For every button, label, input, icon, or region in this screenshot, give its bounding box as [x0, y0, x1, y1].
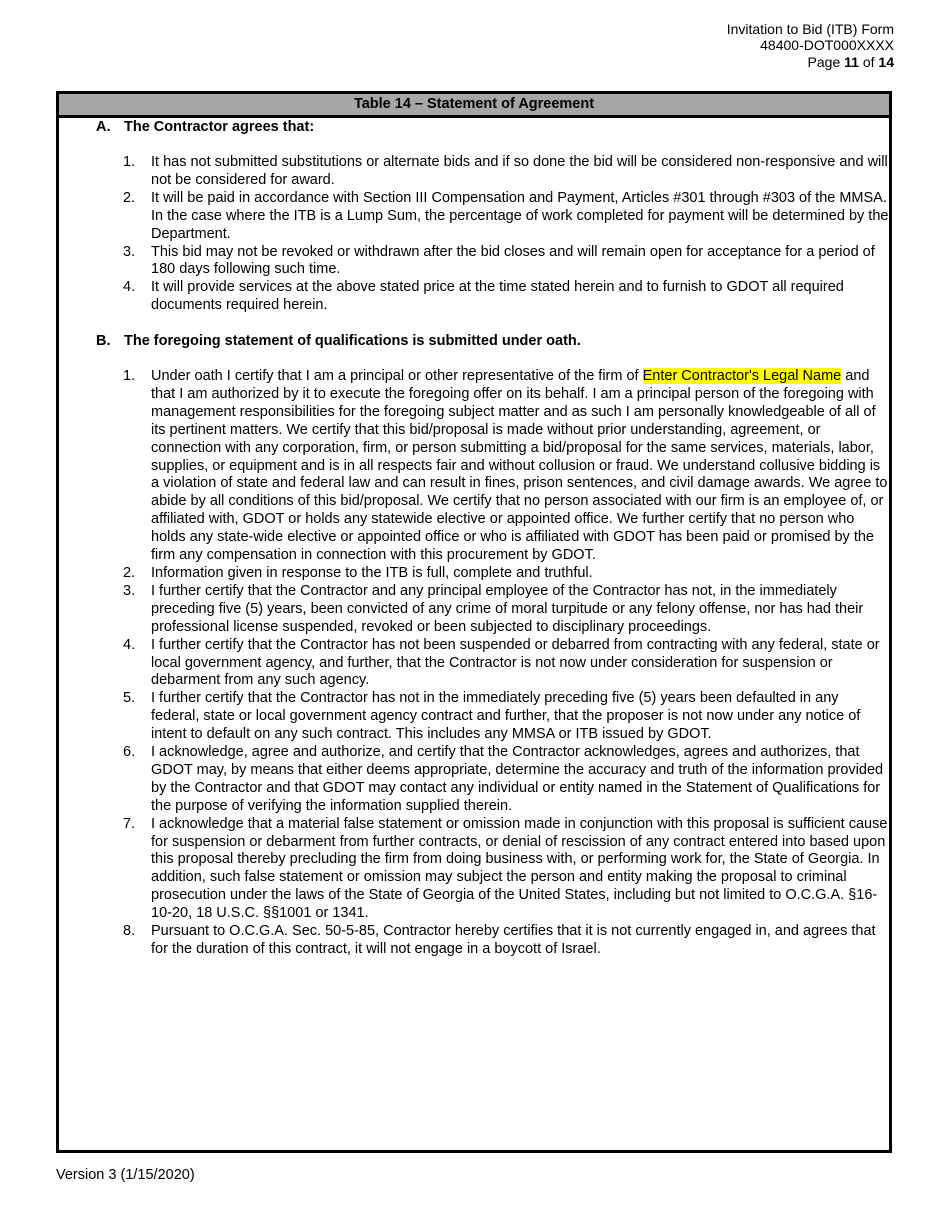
section-letter: B. [96, 333, 111, 349]
section-b-list [123, 368, 889, 959]
table-title: Table 14 – Statement of Agreement [59, 94, 889, 118]
list-item: 4. I further certify that the Contractor has not been suspended or debarred from contracting with any federal, state or local government agency, and further, that the Contractor is not now under consideration for suspension or debarment from any such agency. [123, 636, 880, 689]
list-item: 3. This bid may not be revoked or withdrawn after the bid closes and will remain open for acceptance for a period of 180 days following such time. [123, 243, 875, 278]
list-item: 4. It will provide services at the above stated price at the time stated herein and to furnish to GDOT all required documents required herein. [123, 279, 844, 314]
page-total: 14 [878, 53, 894, 70]
list-item: 2. Information given in response to the ITB is full, complete and truthful. [123, 564, 593, 581]
page-header [727, 21, 894, 70]
list-item: 6. I acknowledge, agree and authorize, and certify that the Contractor acknowledges, agrees and authorizes, that GDOT may, by means that either deems appropriate, determine the accuracy and truth of the information provided by the Contractor and that GDOT may contact any individual or entity named in the Statement of Qualifications for the purpose of verifying the information supplied therein. [123, 744, 884, 814]
list-item: 7. I acknowledge that a material false statement or omission made in conjunction with this proposal is sufficient cause for suspension or debarment from further contracts, or denial of rescission of any contract entered into based upon this proposal thereby precluding the firm from doing business with, or performing work for, the State of Georgia. In addition, such false statement or omission may subject the person and entity making the proposal to criminal prosecution under the laws of the State of Georgia of the United States, including but not limited to O.C.G.A. §16-10-20, 18 U.S.C. §§1001 or 1341. [123, 815, 888, 922]
list-item: 3. I further certify that the Contractor and any principal employee of the Contractor has not, in the immediately preceding five (5) years, been convicted of any crime of moral turpitude or any felony offense, nor has had their professional license suspended, revoked or been subjected to disciplinary proceedings. [123, 582, 864, 635]
section-letter: A. [96, 119, 111, 135]
version-footer: Version 3 (1/15/2020) [56, 1167, 195, 1183]
form-number: 48400-DOT000XXXX [760, 37, 894, 54]
form-title: Invitation to Bid (ITB) Form [726, 21, 894, 37]
section-title: The Contractor agrees that: [124, 119, 315, 135]
agreement-table [56, 91, 892, 1153]
list-item: 1. Under oath I certify that I am a principal or other representative of the firm of Enter Contractor's Legal Name and that I am authorized by it to execute the foregoing offer on its behalf. I am a principal person of the foregoing with management responsibilities for the foregoing subject matter and as such I am personally knowledgeable of all of its pertinent matters. We certify that this bid/proposal is made without prior understanding, agreement, or connection with any corporation, firm, or person submitting a bid/proposal for the same services, materials, labor, supplies, or equipment and is in all respects fair and without collusion or fraud. We understand collusive bidding is a violation of state and federal law and can result in fines, prison sentences, and civil damage awards. We agree to abide by all conditions of this bid/proposal. We certify that no person associated with our firm is an employee of, or affiliated with, GDOT or holds any statewide elective or appointed office. We further certify that no person who holds any state-wide elective or appointed office or who is affiliated with GDOT has been paid or promised by the firm any compensation in connection with this procurement by GDOT. [123, 368, 888, 564]
contractor-name-field[interactable]: Enter Contractor's Legal Name [642, 368, 842, 384]
list-item: 2. It will be paid in accordance with Section III Compensation and Payment, Articles #301 through #303 of the MMSA. In the case where the ITB is a Lump Sum, the percentage of work completed for payment will be determined by the Department. [123, 189, 889, 242]
section-title: The foregoing statement of qualifications is submitted under oath. [124, 333, 581, 349]
list-item: 1. It has not submitted substitutions or alternate bids and if so done the bid will be considered non-responsive and will not be considered for award. [123, 154, 888, 188]
section-a-list [123, 154, 889, 315]
list-item: 8. Pursuant to O.C.G.A. Sec. 50-5-85, Contractor hereby certifies that it is not currently engaged in, and agrees that for the duration of this contract, it will not engage in a boycott of Israel. [123, 923, 876, 957]
page-indicator: Page 11 of 14 [807, 53, 894, 70]
page-current: 11 [844, 53, 859, 70]
list-item: 5. I further certify that the Contractor has not in the immediately preceding five (5) years been defaulted in any federal, state or local government agency contract and further, that the proposer is not now under any notice of intent to default on any such contract. This includes any MMSA or ITB issued by GDOT. [123, 690, 861, 743]
